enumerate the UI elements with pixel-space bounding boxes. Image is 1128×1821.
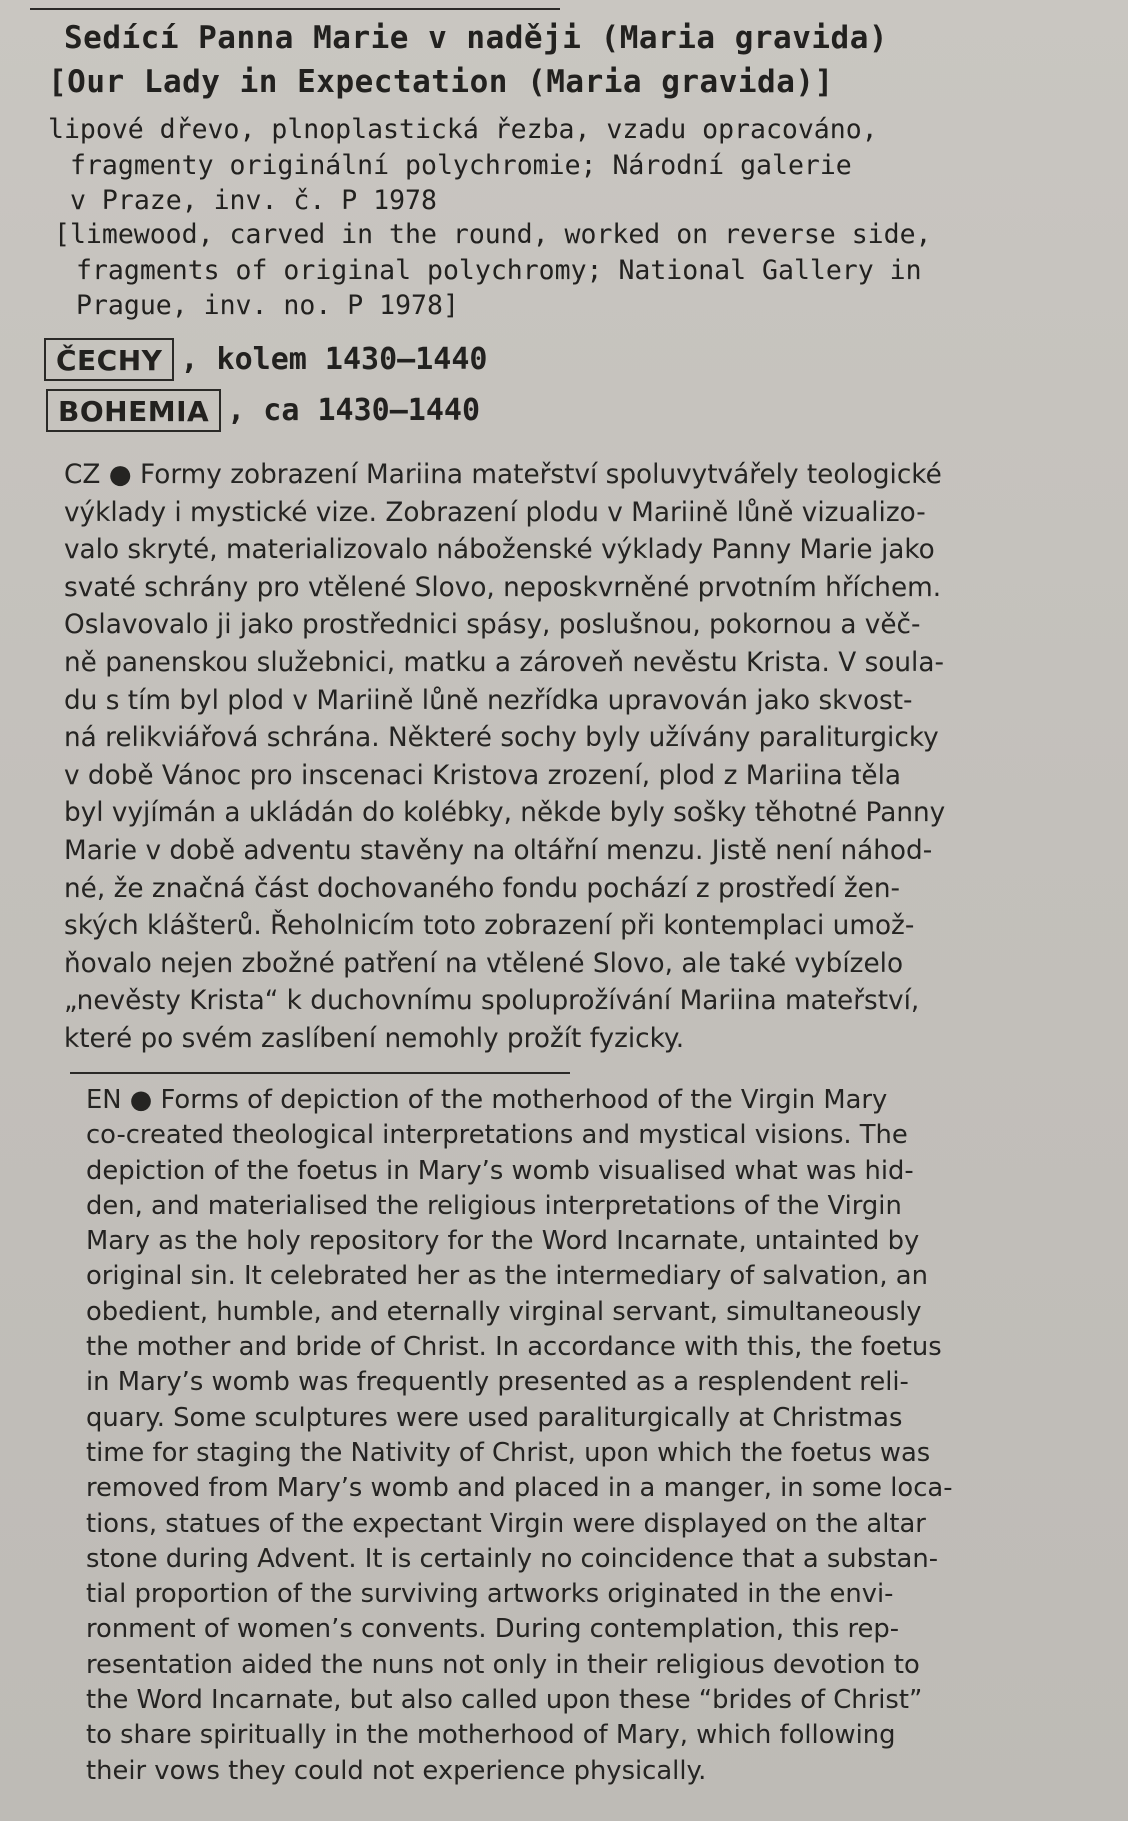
medium-english-line: Prague, inv. no. P 1978] — [76, 290, 459, 321]
description-czech-line: ňovalo nejen zbožné patření na vtělené Slovo, ale také vybízelo — [64, 948, 904, 979]
description-english-line: the Word Incarnate, but also called upon these “brides of Christ” — [86, 1685, 923, 1716]
region-badge-czech: ČECHY — [44, 338, 174, 381]
origin-english — [46, 389, 480, 432]
description-czech-line: du s tím byl plod v Mariině lůně nezřídka upravován jako skvost- — [64, 685, 913, 716]
description-english-line: original sin. It celebrated her as the intermediary of salvation, an — [86, 1261, 928, 1292]
medium-english-line: [limewood, carved in the round, worked on reverse side, — [54, 219, 932, 250]
medium-czech-line: lipové dřevo, plnoplastická řezba, vzadu opracováno, — [48, 114, 878, 145]
description-english-line: ronment of women’s convents. During contemplation, this rep- — [86, 1614, 900, 1645]
description-english-line: co-created theological interpretations and mystical visions. The — [86, 1120, 908, 1151]
description-english-line: their vows they could not experience physically. — [86, 1755, 707, 1786]
description-english-line: depiction of the foetus in Mary’s womb visualised what was hid- — [86, 1155, 914, 1186]
description-english-line: quary. Some sculptures were used paraliturgically at Christmas — [86, 1402, 903, 1433]
description-czech-line: CZ ● Formy zobrazení Mariina mateřství spoluvytvářely teologické — [64, 460, 942, 490]
date-english: , ca 1430–1440 — [227, 393, 481, 428]
description-english-line: Mary as the holy repository for the Word Incarnate, untainted by — [86, 1226, 920, 1257]
description-czech-line: ských klášterů. Řeholnicím toto zobrazení při kontemplaci umož- — [64, 911, 915, 942]
description-english-line: tial proportion of the surviving artworks originated in the envi- — [86, 1579, 894, 1610]
description-czech-line: které po svém zaslíbení nemohly prožít fyzicky. — [64, 1023, 685, 1054]
description-english-line: EN ● Forms of depiction of the motherhood of the Virgin Mary — [86, 1085, 888, 1115]
description-czech — [64, 457, 945, 1059]
description-czech-line: byl vyjímán a ukládán do kolébky, někde byly sošky těhotné Panny — [64, 798, 946, 829]
description-english-line: time for staging the Nativity of Christ, upon which the foetus was — [86, 1437, 931, 1468]
title-english: [Our Lady in Expectation (Maria gravida)] — [48, 64, 834, 100]
section-divider — [70, 1072, 570, 1074]
description-english — [86, 1083, 953, 1789]
description-czech-line: svaté schrány pro vtělené Slovo, neposkvrněné prvotním hříchem. — [64, 572, 942, 603]
description-czech-line: „nevěsty Krista“ k duchovnímu spoluprožívání Mariina mateřství, — [64, 986, 920, 1017]
description-czech-line: ně panenskou služebnici, matku a zároveň nevěstu Krista. V soula- — [64, 647, 944, 678]
description-english-line: to share spiritually in the motherhood of Mary, which following — [86, 1720, 896, 1751]
description-czech-line: výklady i mystické vize. Zobrazení plodu v Mariině lůně vizualizo- — [64, 497, 926, 528]
description-english-line: resentation aided the nuns not only in their religious devotion to — [86, 1649, 920, 1680]
medium-czech-line: fragmenty originální polychromie; Národní galerie — [70, 149, 852, 181]
title-czech: Sedící Panna Marie v naději (Maria gravida) — [64, 20, 889, 56]
description-english-line: den, and materialised the religious interpretations of the Virgin — [86, 1190, 902, 1221]
description-english-line: stone during Advent. It is certainly no coincidence that a substan- — [86, 1543, 939, 1574]
description-english-line: the mother and bride of Christ. In accordance with this, the foetus — [86, 1332, 942, 1363]
medium-czech-line: v Praze, inv. č. P 1978 — [70, 185, 437, 216]
medium-english — [54, 217, 932, 324]
origin-czech — [44, 338, 487, 381]
description-english-line: in Mary’s womb was frequently presented as a resplendent reli- — [86, 1367, 909, 1398]
description-czech-line: Marie v době adventu stavěny na oltářní menzu. Jistě není náhod- — [64, 835, 933, 866]
description-english-line: removed from Mary’s womb and placed in a manger, in some loca- — [86, 1473, 953, 1504]
region-badge-english: BOHEMIA — [46, 389, 221, 432]
description-czech-line: ná relikviářová schrána. Některé sochy byly užívány paraliturgicky — [64, 723, 939, 754]
description-czech-line: valo skryté, materializovalo náboženské výklady Panny Marie jako — [64, 535, 935, 566]
description-english-line: tions, statues of the expectant Virgin were displayed on the altar — [86, 1508, 926, 1539]
date-czech: , kolem 1430–1440 — [180, 342, 488, 377]
description-czech-line: né, že značná část dochovaného fondu pochází z prostředí žen- — [64, 873, 900, 904]
description-czech-line: v době Vánoc pro inscenaci Kristova zrození, plod z Mariina těla — [64, 760, 902, 791]
medium-english-line: fragments of original polychromy; National Gallery in — [76, 254, 922, 286]
top-divider — [30, 8, 560, 10]
medium-czech — [48, 112, 878, 219]
description-english-line: obedient, humble, and eternally virginal servant, simultaneously — [86, 1296, 922, 1327]
description-czech-line: Oslavovalo ji jako prostřednici spásy, poslušnou, pokornou a věč- — [64, 610, 921, 641]
